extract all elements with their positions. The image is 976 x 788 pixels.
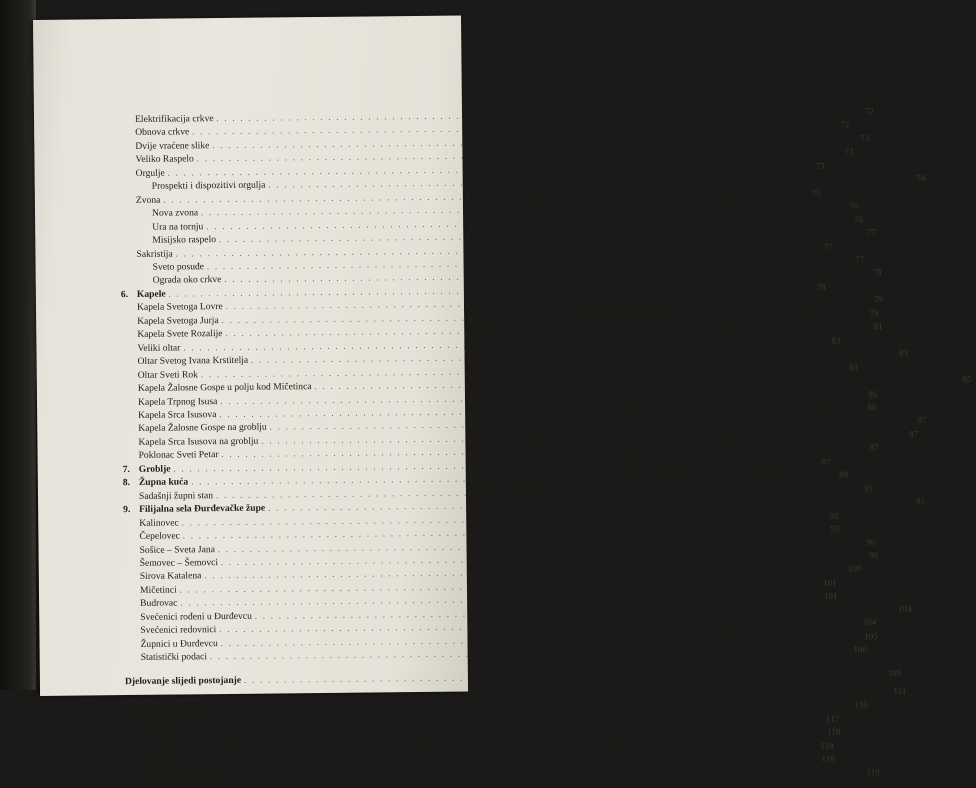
toc-entry-page: 118 [820,740,834,751]
toc-entry-page: 119 [866,766,880,778]
toc-entry-page: 98 [868,550,879,561]
toc-entry-page: 118 [827,726,841,738]
toc-entry-page: 89 [839,469,849,480]
toc-entry-title: Sošice – Sveta Jana [139,543,216,556]
toc-entry-page: 79 [873,294,883,305]
toc-entry-title: Sakristija [136,248,173,260]
toc-entry-title: Elektrifikacija crkve [134,113,214,125]
toc-entry-page: 101 [823,590,838,602]
book-page [33,16,972,786]
toc-entry-page: 87 [917,415,927,426]
toc-entry-title: Kapela Svete Rozalije [137,328,223,341]
toc-entry-number: 8. [122,477,131,489]
toc-entry-title: Nova zvona [151,207,199,219]
toc-entry-page: 109 [887,667,902,678]
toc-entry-title: Župnici u Đurđevcu [140,637,218,650]
toc-entry-page: 104 [898,603,912,614]
toc-entry-title: Svećenici rođeni u Đurđevcu [140,610,252,623]
toc-entry-page: 111 [893,685,907,697]
toc-entry-number: 7. [122,463,130,475]
toc-entry-page: 73 [844,146,854,157]
toc-entry-page: 87 [821,456,831,467]
toc-entry-title: Ograda oko crkve [152,274,222,287]
toc-entry-page: 116 [854,699,868,710]
toc-entry-title: Misijsko raspelo [152,234,217,246]
toc-entry-page: 83 [848,361,858,373]
toc-entry-page: 72 [864,106,874,117]
toc-entry-page: 77 [823,241,833,252]
background-edge [0,0,36,690]
toc-entry-title: Filijalna sela Đurđevačke župe [139,502,266,516]
toc-entry-title: Kapela Svetoga Lovre [136,301,223,314]
toc-entry-page: 77 [854,254,865,265]
toc-entry [124,667,902,688]
toc-entry-number: 6. [120,288,129,300]
toc-entry-title: Jedan vrijedan zapis [141,773,220,786]
toc-entry-title: Zvona [135,194,161,206]
toc-entry-title: Djelovanje slijedi postojanje [124,674,242,687]
toc-entry-page: 101 [823,577,837,588]
toc-entry-title: Sadašnji župni stan [138,489,214,502]
toc-entry-page: 77 [866,227,877,238]
toc-entry-title: Orgulje [135,167,165,179]
toc-entry-title: Kalinovec [139,517,179,529]
toc-entry-title: Oltar Svetog Ivana Krstitelja [137,354,249,368]
toc-entry-title: Statistički podaci [140,651,208,664]
toc-entry-title: Veliki oltar [137,342,181,354]
toc-entry-page: 73 [815,160,825,171]
toc-entry-title: Šemovec – Šemovci [139,557,219,569]
toc-entry-page: 86 [867,402,877,413]
toc-entry-page: 78 [872,267,882,278]
toc-entry-title: Poklonac Sveti Petar [138,449,219,462]
toc-entry-title: Obnova crkve [135,126,190,139]
toc-entry-title: Ura na tornju [152,220,204,233]
toc-entry-page: 87 [869,442,879,453]
toc-entry-title: Kapela Svetoga Jurja [137,314,219,327]
toc-entry-title: Kapela Trpnog Isusa [137,395,218,408]
dot-leader [244,668,880,687]
toc-entry-page: 72 [840,119,850,131]
toc-entry-title: Prospekti i dispozitivi orgulja [151,179,266,193]
toc-entry-page: 81 [873,321,883,332]
toc-entry-title: Župna kuća [138,476,189,489]
toc-entry-title: Kapela Srca Isusova [138,409,217,421]
toc-entry-page: 119 [821,753,835,765]
toc-entry-page: 92 [829,510,839,521]
toc-entry-title: Čepelovec [139,530,180,542]
toc-entry-page: 79 [869,307,879,319]
toc-entry-title: Materijalna kultura [125,706,208,719]
toc-entry-title: Kapele [136,288,166,300]
toc-entry-page: 78 [816,281,826,292]
toc-entry-page: 91 [916,495,926,506]
toc-entry-title: Veliko Raspelo [135,153,194,166]
toc-entry-title: Dvije vraćene slike [135,140,210,152]
toc-entry-title: Oltar Sveti Rok [137,368,199,381]
toc-entry-page: 96 [865,536,875,547]
toc-entry-page: 95 [830,523,840,534]
toc-entry-title: Zanatstvo [141,720,180,732]
toc-entry-page: 74 [916,172,926,184]
table-of-contents [119,106,972,787]
toc-entry-page: 104 [862,617,877,628]
toc-entry-page: 86 [868,388,878,399]
toc-entry-title: Svećenici redovnici [140,624,217,637]
toc-entry-title: Mičetinci [139,584,177,596]
toc-entry-page: 105 [864,630,878,642]
toc-entry-title: Najprije biti, a onda djelovati [125,692,247,706]
toc-entry-title: Kapela Žalosne Gospe u polju kod Mičetinca [137,381,312,394]
toc-entry-number: 9. [123,504,131,516]
toc-entry-page: 75 [811,187,821,198]
toc-entry-title: Sajmovi [141,747,174,759]
toc-entry-page: 91 [863,482,874,494]
toc-entry-page: 87 [909,428,919,439]
toc-entry-page: 100 [847,563,862,574]
toc-entry-title: Svilarstvo [141,733,181,746]
toc-entry-page: 117 [825,713,840,724]
toc-entry-page: 83 [831,335,841,346]
toc-entry-title: Kapela Žalosne Gospe na groblju [138,421,267,435]
toc-entry-title: Groblje [138,463,171,475]
toc-entry-title: Budrovac [140,597,178,610]
toc-entry-title: Kapela Srca Isusova na groblju [138,435,259,448]
toc-entry-page: 76 [854,213,864,225]
toc-entry-page: 85 [962,374,972,385]
toc-entry-title: Sirova Katalena [139,570,202,583]
toc-entry-page: 73 [860,133,870,144]
toc-entry-page: 83 [899,348,909,359]
toc-entry-page: 76 [849,200,859,211]
toc-entry-title: Sveto posuđe [152,261,205,273]
toc-entry-title: Rasvjeta [141,760,175,773]
toc-entry-page: 106 [853,644,868,655]
